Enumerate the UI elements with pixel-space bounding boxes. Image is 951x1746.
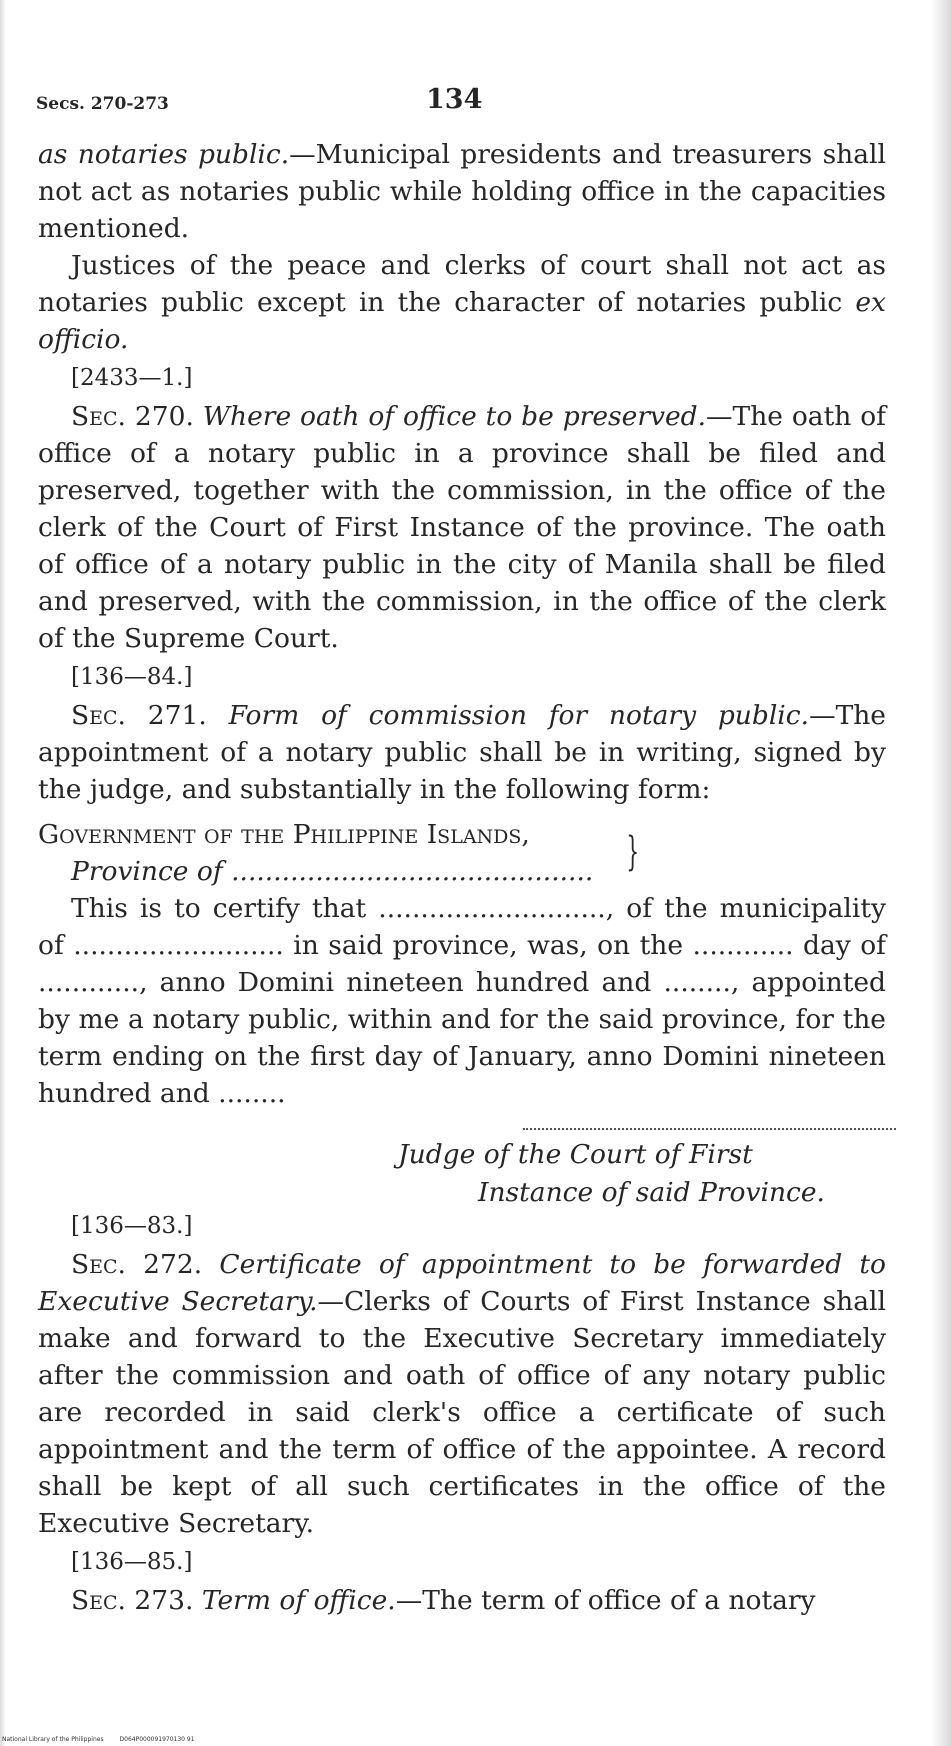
sec272-reference: [136—83.] <box>71 1213 193 1239</box>
scan-footer <box>2 1736 209 1743</box>
signature-line <box>523 1128 896 1130</box>
sec272-label: Sec. 272. <box>71 1249 203 1280</box>
justices-paragraph <box>38 247 886 358</box>
form-body: This is to certify that ..........................., of the municipality of ......................... in said province, was, on the ............ day of ............, anno Domini nineteen hundred and ........, appointed by me a notary public, within and for the said province, for the term ending on the first day of January, anno Domini nineteen hundred and ........ <box>38 893 886 1109</box>
form-province: Province of ........................................... <box>71 856 594 887</box>
form-government: Government of the Philippine Islands, <box>38 819 530 850</box>
sec271-label: Sec. 271. <box>71 700 207 731</box>
sec271-title: Form of commission for notary public. <box>228 700 810 731</box>
ex-officio-term: ex officio. <box>38 287 886 355</box>
page-body <box>38 136 886 1619</box>
judge-title-line2: Instance of said Province. <box>478 1177 825 1208</box>
scan-left-edge <box>0 0 6 1746</box>
judge-title-line1: Judge of the Court of First <box>398 1139 753 1170</box>
sec271-reference: [136—84.] <box>71 664 193 690</box>
sec273-title: Term of office. <box>201 1585 396 1616</box>
justices-text: Justices of the peace and clerks of court shall not act as notaries public except in the character of notaries public <box>38 250 886 318</box>
library-credit: National Library of the Philippines <box>2 1736 104 1743</box>
section-range: Secs. 270-273 <box>36 94 169 114</box>
sec270-label: Sec. 270. <box>71 401 194 432</box>
carryover-text: —Municipal presidents and treasurers shall not act as notaries public while holding office in the capacities mentioned. <box>38 139 886 244</box>
sec273-label: Sec. 273. <box>71 1585 194 1616</box>
signature-block <box>38 1128 886 1246</box>
carryover-paragraph <box>38 136 886 247</box>
sec271-text: —The appointment of a notary public shall be in writing, signed by the judge, and substantially in the following form: <box>38 700 886 805</box>
sec272-paragraph <box>38 1246 886 1542</box>
form-caption <box>38 816 886 890</box>
page-header <box>36 84 886 124</box>
form-brace: } <box>626 829 640 875</box>
page-number: 134 <box>426 84 483 115</box>
sec270-text: —The oath of office of a notary public in a province shall be filed and preserved, together with the commission, in the office of the clerk of the Court of First Instance of the province. The oath of office of a notary public in the city of Manila shall be filed and preserved, with the commission, in the office of the clerk of the Supreme Court. <box>38 401 886 654</box>
scan-code: D064P000091970130 91 <box>119 1736 195 1743</box>
sec270-reference: [2433—1.] <box>71 365 193 391</box>
carryover-heading: as notaries public. <box>38 139 290 170</box>
sec273-paragraph <box>38 1582 886 1619</box>
sec270-paragraph <box>38 398 886 657</box>
sec273-text: —The term of office of a notary <box>395 1585 816 1616</box>
sec270-title: Where oath of office to be preserved. <box>202 401 707 432</box>
sec272-title: Certificate of appointment to be forwarded to Executive Secretary. <box>38 1249 886 1317</box>
sec272-text: —Clerks of Courts of First Instance shall make and forward to the Executive Secretary immediately after the commission and oath of office of any notary public are recorded in said clerk's office a certificate of such appointment and the term of office of the appointee. A record shall be kept of all such certificates in the office of the Executive Secretary. <box>38 1286 886 1539</box>
sec273-reference: [136—85.] <box>71 1549 193 1575</box>
sec271-paragraph <box>38 697 886 808</box>
scan-right-edge <box>931 0 951 1746</box>
